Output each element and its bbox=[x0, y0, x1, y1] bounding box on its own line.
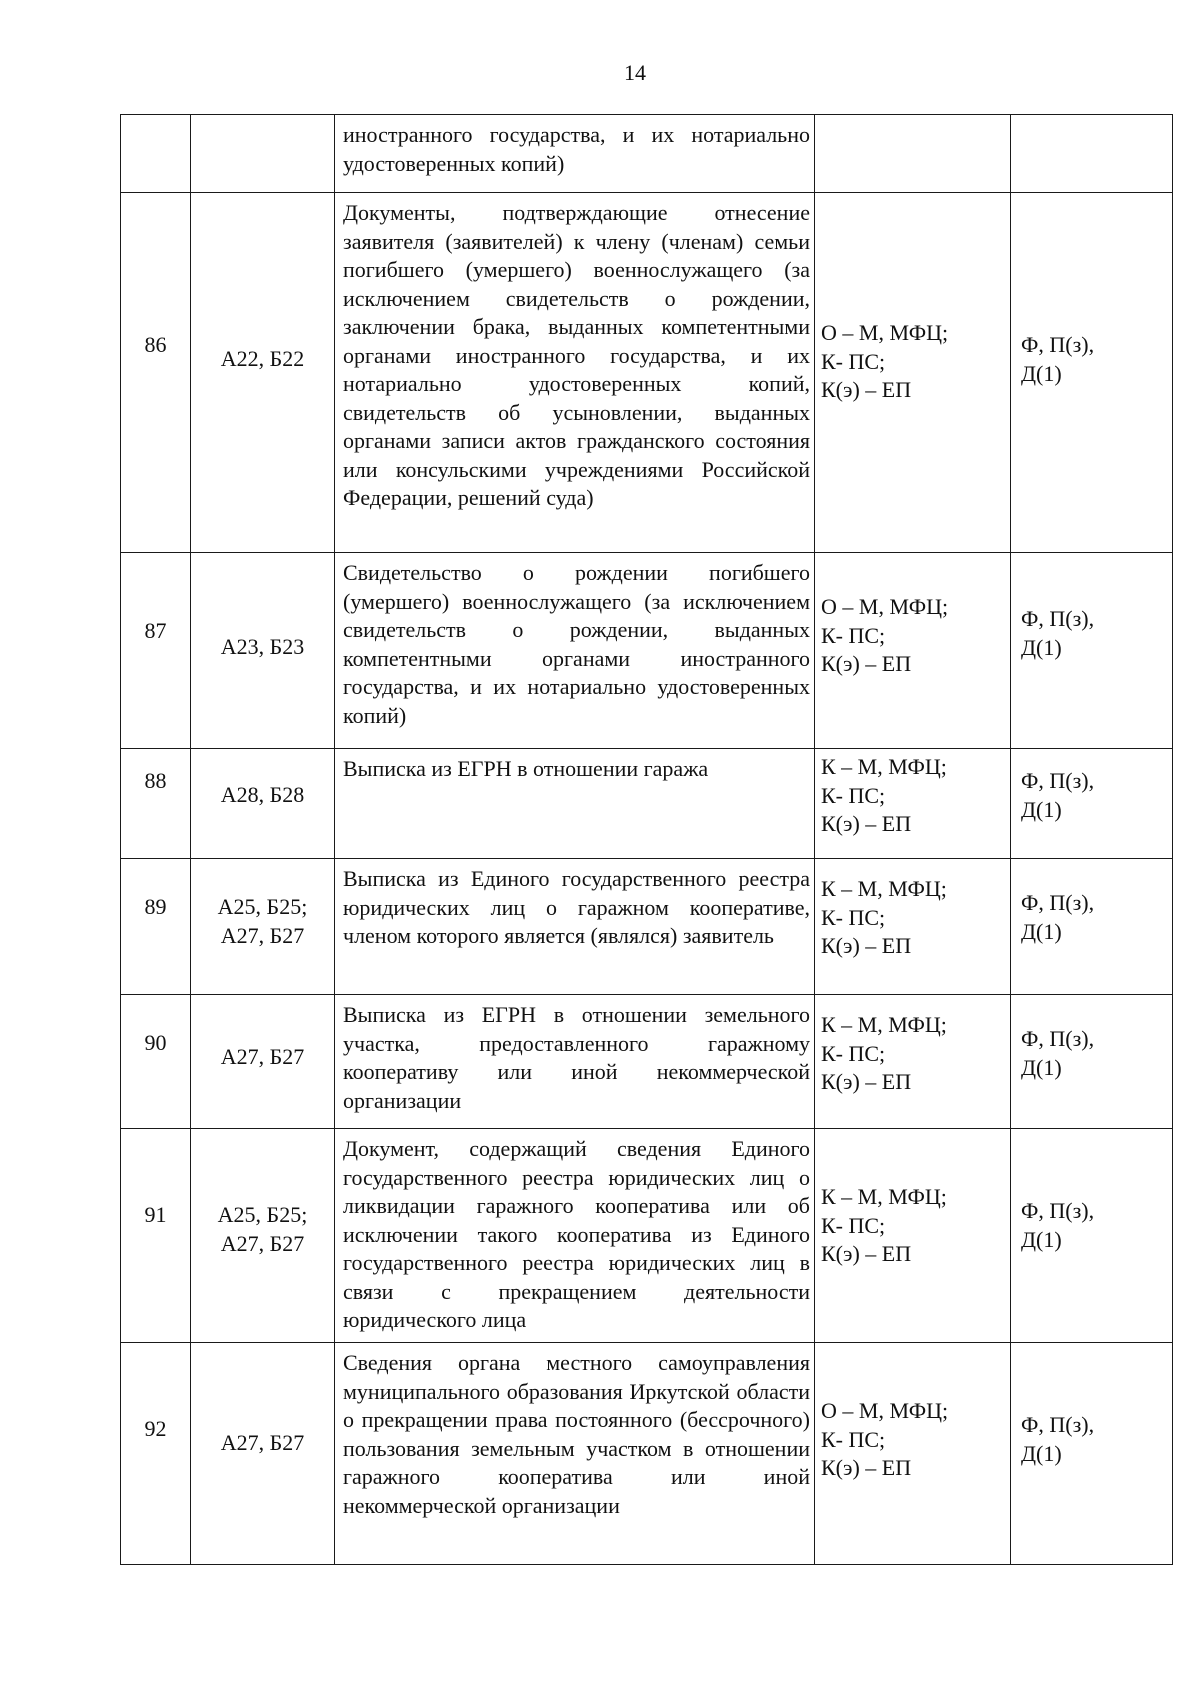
row-codes-cell bbox=[191, 1343, 335, 1565]
row-description: иностранного государства, и их нотариально удостоверенных копий) bbox=[343, 122, 810, 176]
page-number: 14 bbox=[624, 60, 646, 85]
row-form-cell bbox=[1011, 1129, 1173, 1343]
method-line: К- ПС; bbox=[821, 348, 886, 374]
method-line: К- ПС; bbox=[821, 904, 886, 930]
row-description-cell bbox=[335, 115, 815, 193]
form-line: Ф, П(з), bbox=[1021, 768, 1095, 793]
row-codes-cell bbox=[191, 859, 335, 995]
method-line: К – М, МФЦ; bbox=[821, 1012, 947, 1037]
row-form-cell bbox=[1011, 995, 1173, 1129]
row-number-cell bbox=[121, 749, 191, 859]
form-line: Ф, П(з), bbox=[1021, 1026, 1095, 1051]
method-line: К- ПС; bbox=[821, 782, 886, 808]
documents-table bbox=[120, 114, 1173, 1565]
row-number: 89 bbox=[144, 894, 167, 919]
table-row-89 bbox=[121, 859, 1173, 995]
row-form-cell bbox=[1011, 749, 1173, 859]
row-description: Документ, содержащий сведения Единого государственного реестра юридических лиц о ликвидации гаражного кооператива или об исключении такого кооператива из Единого государственного реестра юридических лиц в связи с прекращением деятельности юридического лица bbox=[343, 1136, 810, 1332]
row-description: Выписка из ЕГРН в отношении земельного участка, предоставленного гаражному кооперативу или иной некоммерческой организации bbox=[343, 1002, 810, 1113]
row-description: Выписка из Единого государственного реестра юридических лиц о гаражном кооперативе, членом которого является (являлся) заявитель bbox=[343, 866, 810, 948]
method-line: К – М, МФЦ; bbox=[821, 1184, 947, 1209]
method-line: О – М, МФЦ; bbox=[821, 1398, 949, 1423]
row-description-cell bbox=[335, 995, 815, 1129]
row-description-cell bbox=[335, 1129, 815, 1343]
row-number: 86 bbox=[144, 332, 167, 357]
table-row-87 bbox=[121, 553, 1173, 749]
row-description-cell bbox=[335, 859, 815, 995]
row-description-cell bbox=[335, 749, 815, 859]
form-line: Д(1) bbox=[1021, 796, 1062, 822]
form-line: Ф, П(з), bbox=[1021, 606, 1095, 631]
method-line: К(э) – ЕП bbox=[821, 1069, 912, 1094]
method-line: К(э) – ЕП bbox=[821, 651, 912, 676]
row-method-cell bbox=[815, 995, 1011, 1129]
row-number-cell bbox=[121, 115, 191, 193]
row-number: 92 bbox=[144, 1416, 167, 1441]
form-line: Д(1) bbox=[1021, 634, 1062, 660]
row-code-line: А27, Б27 bbox=[220, 1430, 305, 1455]
table-row-86 bbox=[121, 193, 1173, 553]
row-code-line: А27, Б27 bbox=[220, 1230, 305, 1256]
method-line: К(э) – ЕП bbox=[821, 933, 912, 958]
row-number-cell bbox=[121, 553, 191, 749]
row-description: Документы, подтверждающие отнесение заявителя (заявителей) к члену (членам) семьи погибшего (умершего) военнослужащего (за исключением свидетельств о рождении, заключении брака, выданных компетентными органами иностранного государства, и их нотариально удостоверенных копий, свидетельств об усыновлении, выданных органами записи актов гражданского состояния или консульскими учреждениями Российской Федерации, решений суда) bbox=[343, 200, 810, 510]
row-codes-cell bbox=[191, 1129, 335, 1343]
row-form-cell bbox=[1011, 193, 1173, 553]
row-code-line: А25, Б25; bbox=[217, 894, 308, 919]
row-method-cell bbox=[815, 115, 1011, 193]
row-method-cell bbox=[815, 1129, 1011, 1343]
row-description: Свидетельство о рождении погибшего (умершего) военнослужащего (за исключением свидетельств о рождении, выданных компетентными органами иностранного государства, и их нотариально удостоверенных копий) bbox=[343, 560, 810, 728]
row-number: 90 bbox=[144, 1030, 167, 1055]
form-line: Д(1) bbox=[1021, 360, 1062, 386]
table-row-continuation bbox=[121, 115, 1173, 193]
form-line: Ф, П(з), bbox=[1021, 332, 1095, 357]
row-method-cell bbox=[815, 859, 1011, 995]
form-line: Ф, П(з), bbox=[1021, 1412, 1095, 1437]
row-number-cell bbox=[121, 859, 191, 995]
table-row-88 bbox=[121, 749, 1173, 859]
method-line: К- ПС; bbox=[821, 1212, 886, 1238]
row-code-line: А27, Б27 bbox=[220, 922, 305, 948]
row-code-line: А27, Б27 bbox=[220, 1044, 305, 1069]
row-description-cell bbox=[335, 1343, 815, 1565]
row-number: 87 bbox=[144, 618, 167, 643]
row-description: Сведения органа местного самоуправления муниципального образования Иркутской области о прекращении права постоянного (бессрочного) пользования земельным участком в отношении гаражного кооператива или иной некоммерческой организации bbox=[343, 1350, 810, 1518]
row-code-line: А23, Б23 bbox=[220, 634, 305, 659]
row-description-cell bbox=[335, 193, 815, 553]
row-code-line: А22, Б22 bbox=[220, 346, 305, 371]
row-form-cell bbox=[1011, 1343, 1173, 1565]
row-description-cell bbox=[335, 553, 815, 749]
row-number: 88 bbox=[144, 768, 167, 793]
table-row-90 bbox=[121, 995, 1173, 1129]
method-line: К(э) – ЕП bbox=[821, 1241, 912, 1266]
form-line: Д(1) bbox=[1021, 1226, 1062, 1252]
method-line: О – М, МФЦ; bbox=[821, 320, 949, 345]
method-line: К – М, МФЦ; bbox=[821, 754, 947, 779]
row-number-cell bbox=[121, 1343, 191, 1565]
row-code-line: А25, Б25; bbox=[217, 1202, 308, 1227]
form-line: Д(1) bbox=[1021, 1440, 1062, 1466]
form-line: Д(1) bbox=[1021, 1054, 1062, 1080]
method-line: К- ПС; bbox=[821, 622, 886, 648]
row-codes-cell bbox=[191, 995, 335, 1129]
row-codes-cell bbox=[191, 749, 335, 859]
row-number-cell bbox=[121, 995, 191, 1129]
row-code-line: А28, Б28 bbox=[220, 782, 305, 807]
row-number-cell bbox=[121, 1129, 191, 1343]
row-method-cell bbox=[815, 553, 1011, 749]
table-row-92 bbox=[121, 1343, 1173, 1565]
row-form-cell bbox=[1011, 115, 1173, 193]
method-line: О – М, МФЦ; bbox=[821, 594, 949, 619]
method-line: К(э) – ЕП bbox=[821, 377, 912, 402]
row-codes-cell bbox=[191, 553, 335, 749]
row-form-cell bbox=[1011, 859, 1173, 995]
method-line: К(э) – ЕП bbox=[821, 811, 912, 836]
method-line: К(э) – ЕП bbox=[821, 1455, 912, 1480]
row-codes-cell bbox=[191, 115, 335, 193]
row-description: Выписка из ЕГРН в отношении гаража bbox=[343, 756, 709, 781]
form-line: Д(1) bbox=[1021, 918, 1062, 944]
method-line: К- ПС; bbox=[821, 1040, 886, 1066]
row-method-cell bbox=[815, 1343, 1011, 1565]
row-number-cell bbox=[121, 193, 191, 553]
row-form-cell bbox=[1011, 553, 1173, 749]
row-method-cell bbox=[815, 749, 1011, 859]
row-codes-cell bbox=[191, 193, 335, 553]
row-number: 91 bbox=[144, 1202, 167, 1227]
form-line: Ф, П(з), bbox=[1021, 890, 1095, 915]
table-row-91 bbox=[121, 1129, 1173, 1343]
method-line: К – М, МФЦ; bbox=[821, 876, 947, 901]
method-line: К- ПС; bbox=[821, 1426, 886, 1452]
row-method-cell bbox=[815, 193, 1011, 553]
form-line: Ф, П(з), bbox=[1021, 1198, 1095, 1223]
